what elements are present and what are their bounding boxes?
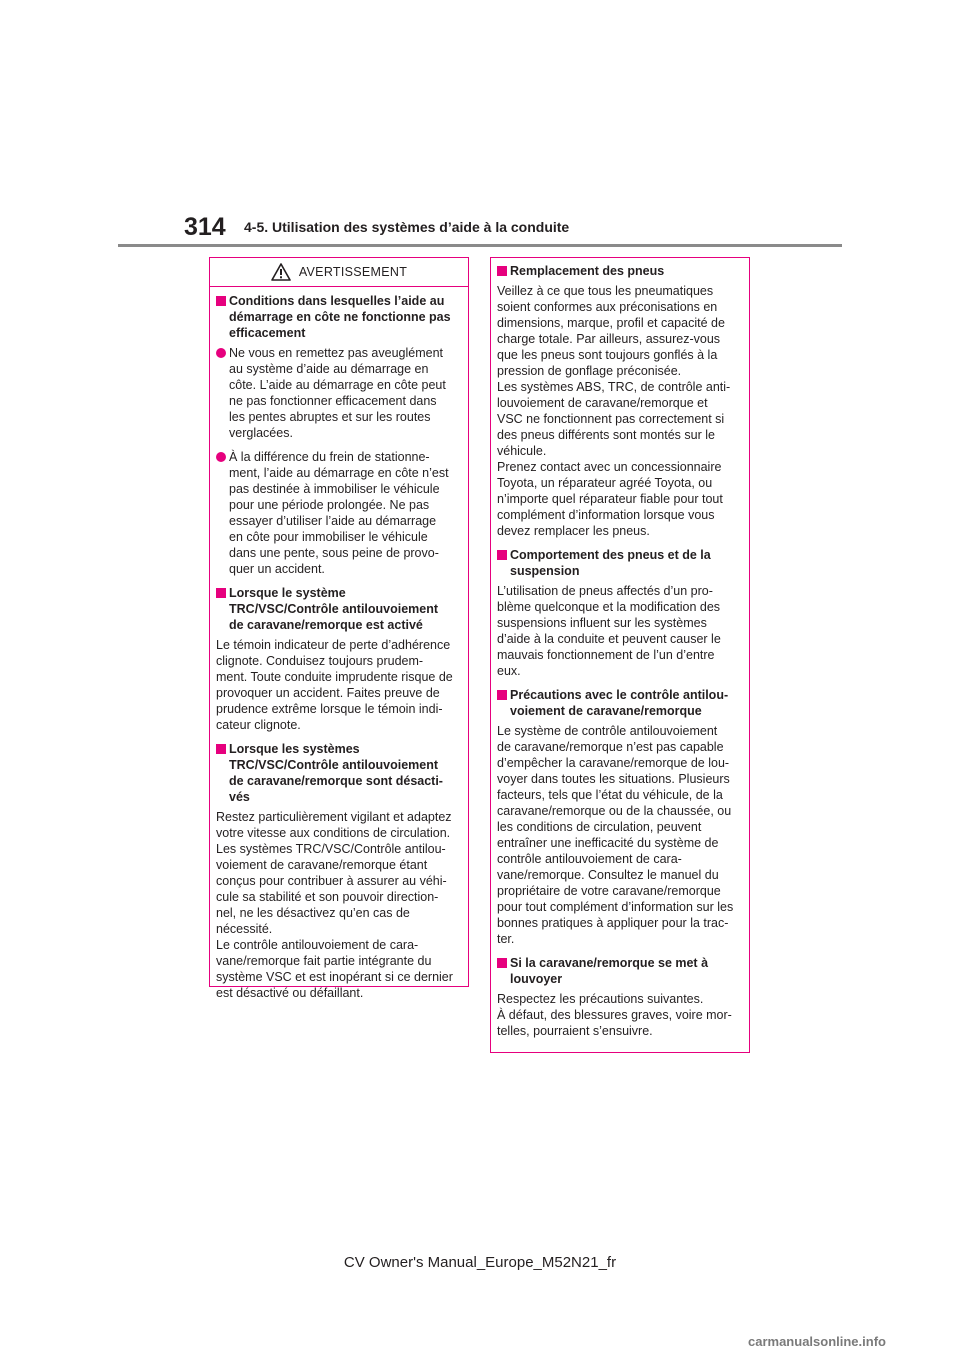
square-bullet-icon bbox=[216, 744, 226, 754]
watermark: carmanualsonline.info bbox=[748, 1334, 886, 1349]
paragraph: L’utilisation de pneus affectés d’un pro- blème quelconque et la modification des suspensions influent sur les systèmes d’aide à la conduite et peuvent causer le mauvais fonctionnement de l’un d’entre eux. bbox=[497, 584, 721, 678]
circle-bullet-icon bbox=[216, 452, 226, 462]
square-bullet-icon bbox=[497, 550, 507, 560]
section-heading-text: Remplacement des pneus bbox=[510, 264, 665, 278]
warning-header bbox=[210, 258, 468, 287]
square-bullet-icon bbox=[216, 588, 226, 598]
section-heading-text: Comportement des pneus et de la suspension bbox=[510, 548, 711, 578]
section-title: 4-5. Utilisation des systèmes d’aide à la conduite bbox=[244, 219, 570, 235]
bullet-item bbox=[216, 345, 462, 441]
square-bullet-icon bbox=[216, 296, 226, 306]
square-bullet-icon bbox=[497, 958, 507, 968]
footer-manual-name: CV Owner's Manual_Europe_M52N21_fr bbox=[343, 1254, 617, 1271]
section-heading-text: Conditions dans lesquelles l’aide au démarrage en côte ne fonctionne pas efficacement bbox=[229, 294, 451, 340]
section-heading bbox=[497, 547, 743, 579]
circle-bullet-icon bbox=[216, 348, 226, 358]
info-box bbox=[490, 257, 750, 1053]
section-heading-text: Lorsque le système TRC/VSC/Contrôle antilouvoiement de caravane/remorque est activé bbox=[229, 586, 439, 632]
warning-content bbox=[210, 287, 468, 1001]
section-heading bbox=[216, 293, 462, 341]
bullet-item bbox=[216, 449, 462, 577]
warning-triangle-icon bbox=[271, 263, 291, 281]
paragraph: Respectez les précautions suivantes. À défaut, des blessures graves, voire mor- telles, pourraient s’ensuivre. bbox=[497, 992, 732, 1038]
section-heading-text: Lorsque les systèmes TRC/VSC/Contrôle antilouvoiement de caravane/remorque sont désacti- vés bbox=[229, 742, 443, 804]
section-heading bbox=[216, 585, 462, 633]
section-heading-text: Si la caravane/remorque se met à louvoyer bbox=[510, 956, 709, 986]
paragraph: Le système de contrôle antilouvoiement de caravane/remorque n’est pas capable d’empêcher la caravane/remorque de lou- voyer dans toutes les situations. Plusieurs facteurs, tels que l’état du véhicule, de la caravane/remorque ou de la chaussée, ou les conditions de circulation, peuvent entraîner une inefficacité du système de contrôle antilouvoiement de cara- vane/remorque. Consultez le manuel du propriétaire de votre caravane/remorque pour tout complément d’information sur les bonnes pratiques à appliquer pour la trac- ter. bbox=[497, 724, 734, 946]
square-bullet-icon bbox=[497, 690, 507, 700]
paragraph: Le témoin indicateur de perte d’adhérence clignote. Conduisez toujours prudem- ment. Toute conduite imprudente risque de provoquer un accident. Faites preuve de prudence extrême lorsque le témoin indi- cateur clignote. bbox=[216, 638, 453, 732]
section-heading bbox=[497, 263, 743, 279]
square-bullet-icon bbox=[497, 266, 507, 276]
paragraph: Restez particulièrement vigilant et adaptez votre vitesse aux conditions de circulation. Les systèmes TRC/VSC/Contrôle antilou- voiement de caravane/remorque étant conçus pour contribuer à assurer au véhi- cule sa stabilité et son pouvoir direction- nel, ne les désactivez qu’en cas de nécessité. Le contrôle antilouvoiement de cara- vane/remorque fait partie intégrante du système VSC et est inopérant si ce dernier est désactivé ou défaillant. bbox=[216, 810, 453, 1000]
warning-box bbox=[209, 257, 469, 1000]
section-heading bbox=[216, 741, 462, 805]
section-heading bbox=[497, 955, 743, 987]
page-number: 314 bbox=[184, 213, 226, 241]
bullet-text: À la différence du frein de stationne- ment, l’aide au démarrage en côte n’est pas destinée à immobiliser le véhicule pour une période prolongée. Ne pas essayer d’utiliser l’aide au démarrage en côte pour immobiliser le véhicule dans une pente, sous peine de provo- quer un accident. bbox=[229, 450, 449, 576]
warning-title: AVERTISSEMENT bbox=[298, 265, 408, 279]
section-heading-text: Précautions avec le contrôle antilou- voiement de caravane/remorque bbox=[510, 688, 729, 718]
info-content bbox=[491, 258, 749, 1039]
header-rule bbox=[118, 244, 842, 247]
section-heading bbox=[497, 687, 743, 719]
bullet-text: Ne vous en remettez pas aveuglément au système d’aide au démarrage en côte. L’aide au démarrage en côte peut ne pas fonctionner efficacement dans les pentes abruptes et sur les routes verglacées. bbox=[229, 346, 446, 440]
paragraph: Veillez à ce que tous les pneumatiques soient conformes aux préconisations en dimensions, marque, profil et capacité de charge totale. Par ailleurs, assurez-vous que les pneus sont toujours gonflés à la pression de gonflage préconisée. Les systèmes ABS, TRC, de contrôle anti- louvoiement de caravane/remorque et VSC ne fonctionnent pas correctement si des pneus différents sont montés sur le véhicule. Prenez contact avec un concessionnaire Toyota, un réparateur agréé Toyota, ou n’importe quel réparateur fiable pour tout complément d’information lorsque vous devez remplacer les pneus. bbox=[497, 284, 731, 538]
